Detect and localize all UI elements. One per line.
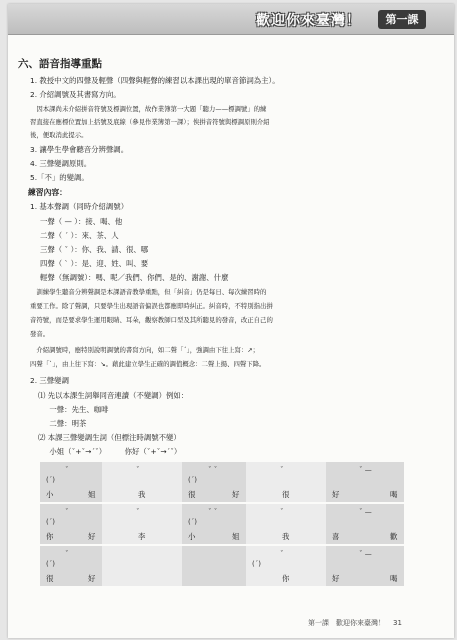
- paragraph-2-line-2: 四聲「ˋ」，由上往下寫：↘。藉此建立學生正確的調值概念：二聲上揚、四聲下降。: [30, 360, 266, 368]
- section-title: 六、語音指導重點: [18, 58, 102, 70]
- syllable: 好: [232, 490, 240, 499]
- tone-3-line: 三聲（ ˇ ）：你、我、請、很、哪: [40, 245, 149, 254]
- syllable: 姐: [88, 490, 96, 499]
- table-cell: [102, 504, 182, 544]
- tone-mark: ˇ: [280, 508, 284, 516]
- syllable: 小: [188, 532, 196, 541]
- syllable: 小: [46, 490, 54, 499]
- table-row: [40, 504, 404, 544]
- paragraph-1-line-1: 訓練學生聽音分辨聲調是本課語音教學重點，但「糾音」仍是每日、每次練習時的: [30, 288, 267, 296]
- tone-mark: ˇ —: [359, 508, 372, 516]
- table-cell: [182, 546, 246, 586]
- footer-label: 第一課 歡迎你來臺灣！: [308, 619, 385, 627]
- tone-mark: ˇ ˇ: [208, 508, 218, 516]
- paragraph-1-line-4: 發音。: [30, 330, 50, 338]
- paragraph-1-line-3: 音符號，而是要求學生運用眼睛、耳朵，觀察教師口型及其所聽見的發音，改正自己的: [30, 316, 273, 324]
- tone-2-line: 二聲（ ˊ ）：來、茶、人: [40, 231, 119, 240]
- tone-1-line: 一聲（ — ）：接、喝、他: [40, 217, 123, 226]
- syllable: 很: [188, 490, 196, 499]
- syllable: 你: [282, 574, 290, 583]
- syllable: 好: [332, 490, 340, 499]
- basic-tones-heading: 1. 基本聲調（同時介紹調號）: [30, 202, 129, 211]
- sandhi-line-1: ⑴ 先以本課生詞舉同音連讀（不變調）例如：: [38, 391, 189, 400]
- sandhi-line-3: 二聲：明茶: [42, 419, 87, 428]
- item-4: 4. 三聲變調原則。: [30, 159, 92, 168]
- item-2-note-line-3: 後，便取消此提示。: [30, 131, 88, 139]
- sandhi-line-4: ⑵ 本課三聲變調生詞（但標注時調號不變）: [38, 433, 181, 442]
- item-2-note-line-2: 習直接在應標位置加上括號及底線（參見作業簿第一課）；俟拼音符號與標調原則介紹: [30, 118, 270, 126]
- syllable: 歡: [390, 532, 398, 541]
- table-cell: [246, 504, 326, 544]
- syllable: 很: [282, 490, 290, 499]
- tone-mark: ˇ: [136, 508, 140, 516]
- neutral-tone-line: 輕聲（無調號）：嗎、呢／我們、你們、是的、謝謝、什麼: [40, 273, 229, 282]
- syllable: 姐: [232, 532, 240, 541]
- table-cell: [40, 462, 102, 502]
- tone-mark: ˇ —: [359, 466, 372, 474]
- syllable: 喝: [390, 574, 398, 583]
- tone-mark: (ˊ): [252, 560, 261, 568]
- table-row: [40, 462, 404, 502]
- tone-mark: ˇ: [136, 466, 140, 474]
- syllable: 好: [88, 574, 96, 583]
- tone-mark: (ˊ): [188, 518, 197, 526]
- practice-heading: 練習內容：: [28, 188, 67, 197]
- tone-mark: (ˊ): [188, 476, 197, 484]
- table-cell: [40, 546, 102, 586]
- syllable: 喜: [332, 532, 340, 541]
- item-3: 3. 讓學生學會聽音分辨聲調。: [30, 145, 129, 154]
- table-cell: [326, 546, 404, 586]
- sandhi-line-2: 一聲：先生、咖啡: [42, 405, 109, 414]
- tone-sandhi-table: [40, 462, 404, 588]
- syllable: 你: [46, 532, 54, 541]
- page-footer: [308, 618, 402, 628]
- tone-mark: ˇ —: [359, 550, 372, 558]
- tone-mark: ˇ: [280, 466, 284, 474]
- item-5: 5.「不」的變調。: [30, 173, 89, 182]
- page-number: 31: [393, 619, 402, 627]
- table-cell: [246, 546, 326, 586]
- tone-mark: ˇ: [65, 508, 69, 516]
- tone-mark: (ˊ): [46, 518, 55, 526]
- sandhi-heading: 2. 三聲變調: [30, 376, 69, 385]
- page: [8, 4, 454, 638]
- tone-mark: ˇ: [65, 550, 69, 558]
- item-2: 2. 介紹調號及其書寫方向。: [30, 90, 121, 99]
- table-cell: [326, 462, 404, 502]
- syllable: 好: [332, 574, 340, 583]
- page-header: [8, 4, 454, 35]
- sandhi-line-5: 小姐（ˇ+ˇ→ˊˇ） 你好（ˇ+ˇ→ˊˇ）: [42, 447, 182, 456]
- header-title: 歡迎你來臺灣！: [256, 13, 361, 29]
- syllable: 我: [282, 532, 290, 541]
- paragraph-2-line-1: 介紹調號時，應特別說明調號的書寫方向，如二聲「ˊ」，強調由下往上寫：↗；: [30, 346, 260, 354]
- tone-4-line: 四聲（ ˋ ）：是、迎、姓、叫、要: [40, 259, 149, 268]
- tone-mark: (ˊ): [46, 476, 55, 484]
- tone-mark: (ˊ): [46, 560, 55, 568]
- table-cell: [246, 462, 326, 502]
- syllable: 很: [46, 574, 54, 583]
- syllable: 喝: [390, 490, 398, 499]
- syllable: 我: [138, 490, 146, 499]
- syllable: 好: [88, 532, 96, 541]
- table-row: [40, 546, 404, 586]
- table-cell: [40, 504, 102, 544]
- table-cell: [102, 546, 182, 586]
- table-cell: [182, 462, 246, 502]
- table-cell: [102, 462, 182, 502]
- tone-mark: ˇ: [280, 550, 284, 558]
- item-2-note-line-1: 因本課尚未介紹拼音符號及標調位置，故作業簿第一大題「聽力——標調號」的練: [30, 105, 267, 113]
- table-cell: [326, 504, 404, 544]
- tone-mark: ˇ ˇ: [208, 466, 218, 474]
- item-1: 1. 教授中文的四聲及輕聲（四聲與輕聲的練習以本課出現的單音節詞為主）。: [30, 76, 280, 85]
- lesson-badge: 第一課: [378, 10, 426, 29]
- syllable: 李: [138, 532, 146, 541]
- table-cell: [182, 504, 246, 544]
- paragraph-1-line-2: 重要工作。除了聲調，只要學生出現語音偏誤也都應即時糾正。糾音時，不特別指出拼: [30, 302, 273, 310]
- tone-mark: ˇ: [65, 466, 69, 474]
